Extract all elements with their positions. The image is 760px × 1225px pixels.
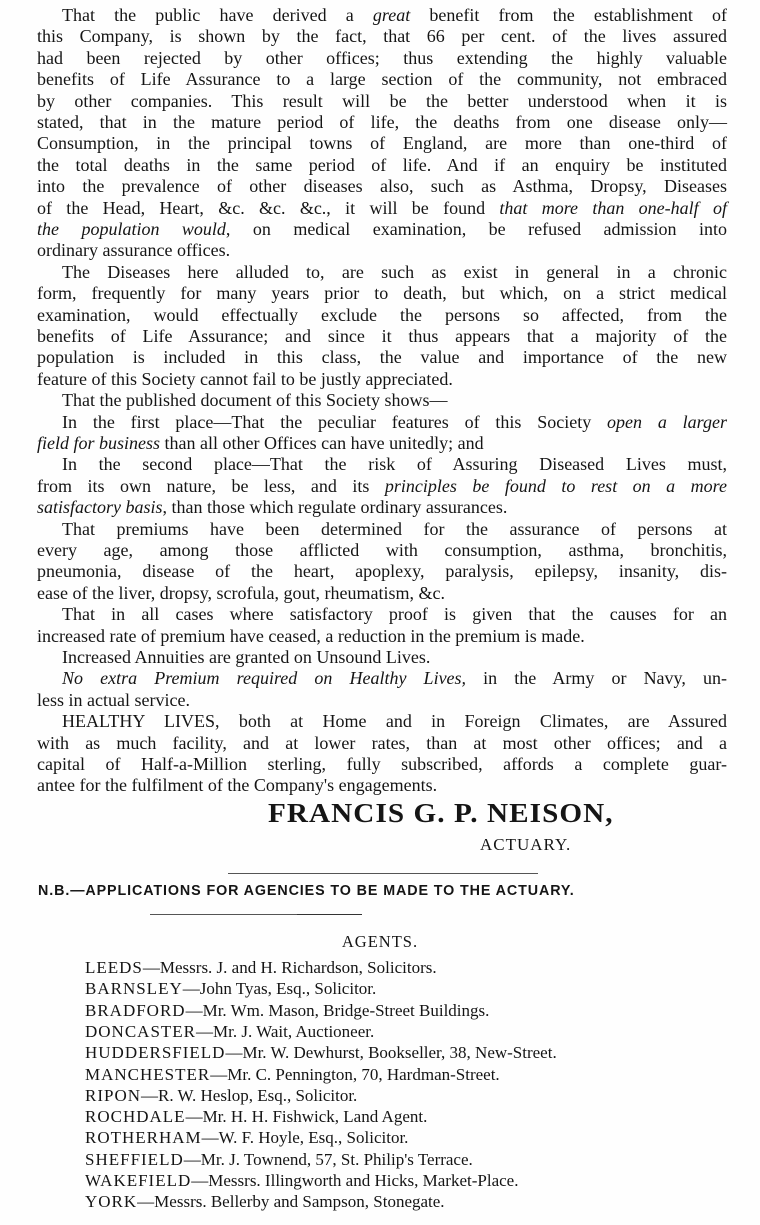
text-segment: with as much facility, and at lower rates, than at most other offices; and a bbox=[37, 732, 727, 753]
text-line bbox=[62, 668, 727, 689]
agent-entry bbox=[85, 957, 437, 978]
agent-town: BRADFORD bbox=[85, 1000, 186, 1020]
text-segment: The Diseases here alluded to, are such as exist in general in a chronic bbox=[62, 261, 727, 282]
italic-text: the population would bbox=[37, 219, 226, 239]
agent-town: SHEFFIELD bbox=[85, 1149, 184, 1169]
text-segment: population is included in this class, the value and importance of the new bbox=[37, 347, 727, 368]
text-line bbox=[37, 626, 727, 647]
agent-detail: —Mr. J. Wait, Auctioneer. bbox=[196, 1021, 375, 1041]
text-line bbox=[62, 5, 727, 26]
italic-text: great bbox=[372, 5, 411, 25]
agent-detail: —John Tyas, Esq., Solicitor. bbox=[182, 979, 377, 999]
agent-entry bbox=[85, 1170, 518, 1191]
text-line bbox=[37, 561, 727, 582]
text-line bbox=[37, 48, 727, 69]
agent-town: ROCHDALE bbox=[85, 1107, 186, 1127]
agent-entry bbox=[85, 1149, 473, 1170]
agent-detail: —Mr. J. Townend, 57, St. Philip's Terrace. bbox=[183, 1149, 473, 1169]
text-segment: That in all cases where satisfactory proof is given that the causes for an bbox=[62, 604, 727, 625]
text-segment: That premiums have been determined for the assurance of persons at bbox=[62, 518, 727, 539]
italic-text: satisfactory basis bbox=[37, 497, 163, 518]
text-line bbox=[37, 283, 727, 304]
divider-rule bbox=[228, 873, 538, 874]
text-segment: Increased Annuities are granted on Unsound Lives. bbox=[62, 647, 431, 667]
text-segment: than all other Offices can have unitedly; and bbox=[160, 433, 484, 453]
text-segment: That the published document of this Society shows— bbox=[62, 390, 448, 411]
text-line bbox=[62, 711, 727, 732]
text-segment: from its own nature, be less, and its bbox=[37, 475, 385, 496]
text-segment: the total deaths in the same period of life. And if an enquiry be instituted bbox=[37, 154, 727, 175]
text-segment: had been rejected by other offices; thus extending the highly valuable bbox=[37, 47, 727, 68]
agent-town: MANCHESTER bbox=[85, 1064, 211, 1084]
text-line bbox=[37, 583, 727, 604]
text-segment: increased rate of premium have ceased, a reduction in the premium is made. bbox=[37, 625, 585, 646]
agent-town: YORK bbox=[85, 1192, 138, 1212]
text-segment: this Company, is shown by the fact, that 66 per cent. of the lives assured bbox=[37, 26, 727, 47]
text-line bbox=[62, 647, 727, 668]
text-line bbox=[37, 754, 727, 775]
text-segment: pneumonia, disease of the heart, apoplexy, paralysis, epilepsy, insanity, dis- bbox=[37, 561, 727, 582]
text-line bbox=[62, 454, 727, 475]
agent-town: RIPON bbox=[85, 1085, 142, 1105]
text-segment: benefits of Life Assurance to a large section of the community, not embraced bbox=[37, 69, 727, 90]
text-segment: Consumption, in the principal towns of England, are more than one-third of bbox=[37, 133, 727, 154]
text-line bbox=[37, 775, 727, 796]
text-line bbox=[37, 690, 727, 711]
text-line bbox=[37, 176, 727, 197]
text-segment: examination, would effectually exclude the persons so affected, from the bbox=[37, 304, 727, 325]
agent-town: HUDDERSFIELD bbox=[85, 1043, 226, 1063]
agent-detail: —Messrs. Bellerby and Sampson, Stonegate. bbox=[137, 1192, 445, 1212]
text-segment: stated, that in the mature period of life, the deaths from one disease only— bbox=[37, 112, 727, 132]
text-segment: That the public have derived a bbox=[62, 5, 373, 25]
text-segment: by other companies. This result will be the better understood when it is bbox=[37, 90, 727, 111]
agent-detail: —R. W. Heslop, Esq., Solicitor. bbox=[141, 1085, 358, 1105]
text-line bbox=[62, 412, 727, 433]
agent-entry bbox=[85, 978, 376, 999]
agencies-notice: N.B.—APPLICATIONS FOR AGENCIES TO BE MADE TO THE ACTUARY. bbox=[38, 883, 575, 899]
agent-detail: —Messrs. J. and H. Richardson, Solicitors. bbox=[142, 958, 437, 977]
text-line bbox=[37, 733, 727, 754]
signature-name: FRANCIS G. P. NEISON, bbox=[268, 798, 614, 828]
italic-text: field for business bbox=[37, 433, 161, 453]
text-line bbox=[37, 26, 727, 47]
text-segment: antee for the fulfilment of the Company's engagements. bbox=[37, 775, 438, 796]
agent-entry bbox=[85, 1127, 408, 1148]
text-line bbox=[37, 133, 727, 154]
text-line bbox=[37, 305, 727, 326]
text-segment: in the Army or Navy, un- bbox=[466, 668, 727, 689]
agent-detail: —Mr. Wm. Mason, Bridge-Street Buildings. bbox=[185, 1000, 490, 1020]
agent-detail: —Messrs. Illingworth and Hicks, Market-Place. bbox=[191, 1171, 519, 1190]
agent-detail: —W. F. Hoyle, Esq., Solicitor. bbox=[201, 1128, 409, 1148]
text-line bbox=[37, 326, 727, 347]
text-segment: capital of Half-a-Million sterling, fully subscribed, affords a complete guar- bbox=[37, 754, 727, 774]
text-line bbox=[37, 91, 727, 112]
text-line bbox=[37, 540, 727, 561]
text-line bbox=[37, 112, 727, 133]
italic-text: principles be found to rest on a more bbox=[384, 475, 727, 496]
text-line bbox=[62, 604, 727, 625]
agent-entry bbox=[85, 1021, 374, 1042]
italic-text: No extra Premium required on Healthy Lives, bbox=[62, 668, 467, 689]
text-line bbox=[37, 369, 727, 390]
text-segment: less in actual service. bbox=[37, 689, 190, 710]
italic-text: that more than one-half of bbox=[499, 197, 727, 218]
agent-town: ROTHERHAM bbox=[85, 1128, 202, 1148]
text-line bbox=[37, 347, 727, 368]
agent-town: LEEDS bbox=[85, 958, 143, 977]
text-segment: into the prevalence of other diseases also, such as Asthma, Dropsy, Diseases bbox=[37, 176, 727, 197]
text-line bbox=[37, 198, 727, 219]
agent-town: WAKEFIELD bbox=[85, 1171, 192, 1190]
agent-detail: —Mr. C. Pennington, 70, Hardman-Street. bbox=[210, 1064, 500, 1084]
text-line bbox=[37, 476, 727, 497]
text-segment: every age, among those afflicted with consumption, asthma, bronchitis, bbox=[37, 540, 727, 560]
text-segment: ordinary assurance offices. bbox=[37, 240, 231, 261]
text-segment: In the first place—That the peculiar features of this Society bbox=[62, 411, 608, 432]
agent-entry bbox=[85, 1000, 489, 1021]
text-segment: , on medical examination, be refused admission into bbox=[225, 219, 727, 239]
agent-entry bbox=[85, 1064, 500, 1085]
agent-entry bbox=[85, 1106, 427, 1127]
text-segment: benefits of Life Assurance; and since it thus appears that a majority of the bbox=[37, 326, 727, 346]
signature-title: ACTUARY. bbox=[480, 835, 572, 854]
agents-heading: AGENTS. bbox=[341, 932, 419, 951]
text-segment: HEALTHY LIVES, both at Home and in Foreign Climates, are Assured bbox=[62, 711, 727, 732]
text-line bbox=[62, 262, 727, 283]
agent-detail: —Mr. W. Dewhurst, Bookseller, 38, New-Street. bbox=[225, 1043, 557, 1063]
italic-text: open a larger bbox=[607, 411, 728, 432]
text-line bbox=[62, 519, 727, 540]
text-line bbox=[37, 155, 727, 176]
agent-entry bbox=[85, 1042, 557, 1063]
agent-entry bbox=[85, 1085, 357, 1106]
text-line bbox=[37, 497, 727, 518]
text-segment: of the Head, Heart, &c. &c. &c., it will be found bbox=[37, 197, 500, 218]
agent-detail: —Mr. H. H. Fishwick, Land Agent. bbox=[185, 1107, 428, 1127]
text-segment: benefit from the establishment of bbox=[410, 5, 727, 25]
text-line bbox=[37, 219, 727, 240]
text-segment: ease of the liver, dropsy, scrofula, gout, rheumatism, &c. bbox=[37, 582, 445, 603]
text-segment: , than those which regulate ordinary assurances. bbox=[162, 497, 508, 518]
text-segment: In the second place—That the risk of Assuring Diseased Lives must, bbox=[62, 454, 727, 475]
text-line bbox=[62, 390, 727, 411]
text-line bbox=[37, 433, 727, 454]
divider-rule bbox=[297, 914, 362, 915]
agent-town: DONCASTER bbox=[85, 1021, 197, 1041]
agent-entry bbox=[85, 1191, 445, 1212]
text-line bbox=[37, 240, 727, 261]
text-segment: feature of this Society cannot fail to be justly appreciated. bbox=[37, 368, 453, 389]
text-segment: form, frequently for many years prior to death, but which, on a strict medical bbox=[37, 283, 727, 304]
agent-town: BARNSLEY bbox=[85, 979, 183, 999]
text-line bbox=[37, 69, 727, 90]
